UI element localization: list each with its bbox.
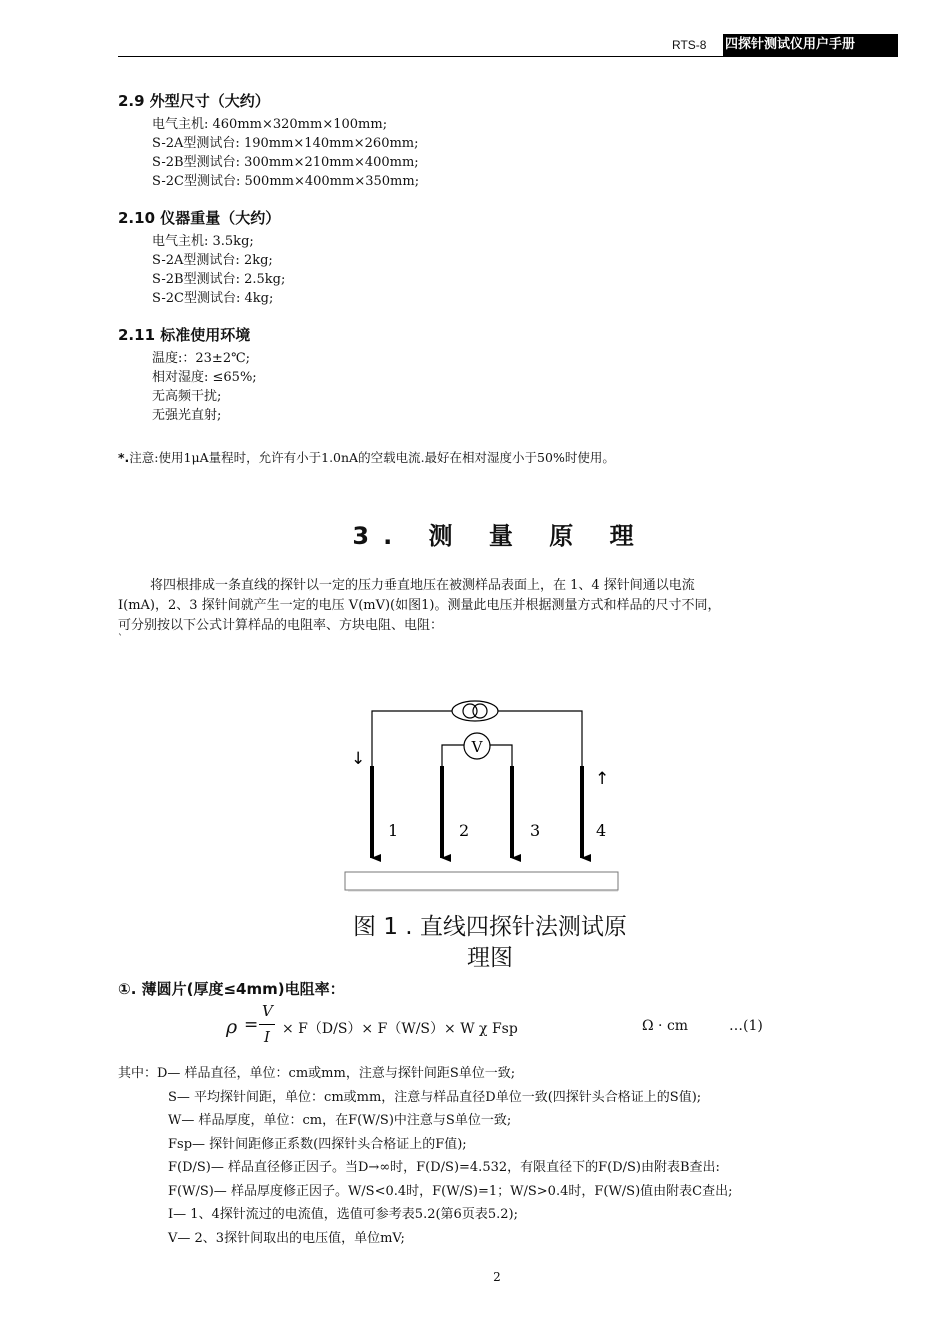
formula-unit: Ω · cm xyxy=(642,1018,689,1034)
spec-line: S-2B型测试台: 300mm×210mm×400mm; xyxy=(152,155,419,170)
formula-number: …(1) xyxy=(729,1018,763,1034)
caption-line: 图 1 . 直线四探针法测试原 xyxy=(353,914,627,940)
header-rule xyxy=(118,56,898,57)
fraction-numerator: V xyxy=(262,1002,273,1020)
section-heading-2-11: 2.11 标准使用环境 xyxy=(118,326,251,344)
note-text: 注意:使用1μA量程时，允许有小于1.0nA的空载电流.最好在相对湿度小于50%时使用。 xyxy=(129,450,615,465)
page-number: 2 xyxy=(493,1270,501,1284)
definition-line: W— 样品厚度，单位：cm，在F(W/S)中注意与S单位一致; xyxy=(168,1113,512,1128)
spec-line: 无高频干扰; xyxy=(152,389,222,404)
fraction-bar xyxy=(259,1024,275,1025)
spec-line: S-2C型测试台: 4kg; xyxy=(152,291,274,306)
sample-plate xyxy=(345,872,618,890)
definition-line: F(W/S)— 样品厚度修正因子。W/S<0.4时，F(W/S)=1；W/S>0.4时，F(W/S)值由附表C查出; xyxy=(168,1183,733,1199)
probe-label-1: 1 xyxy=(388,821,399,840)
section-heading-2-10: 2.10 仪器重量（大约） xyxy=(118,209,281,227)
definition-line: I— 1、4探针流过的电流值，选值可参考表5.2(第6页表5.2); xyxy=(168,1207,518,1222)
formula-heading: ①. 薄圆片(厚度≤4mm)电阻率： xyxy=(118,980,345,998)
arrow-up-icon: ↑ xyxy=(595,769,610,789)
variable-definitions xyxy=(118,1062,733,1250)
voltmeter-icon xyxy=(464,733,490,759)
equals-sign: = xyxy=(244,1015,259,1035)
spec-line: S-2B型测试台: 2.5kg; xyxy=(152,272,286,287)
definition-line: V— 2、3探针间取出的电压值，单位mV; xyxy=(168,1230,405,1246)
spec-line: S-2C型测试台: 500mm×400mm×350mm; xyxy=(152,174,420,189)
spec-line: 温度:：23±2℃; xyxy=(152,351,251,366)
section-heading-2-9: 2.9 外型尺寸（大约） xyxy=(118,92,270,110)
resistivity-formula xyxy=(226,1002,786,1054)
current-source-icon xyxy=(452,701,498,721)
chapter-title: 3. 测 量 原 理 xyxy=(352,522,648,550)
spec-line: S-2A型测试台: 2kg; xyxy=(152,253,273,268)
probe-label-3: 3 xyxy=(530,821,541,840)
doc-code: RTS-8 xyxy=(672,38,707,52)
definition-line: Fsp— 探针间距修正系数(四探针头合格证上的F值); xyxy=(168,1136,467,1152)
spec-line: 电气主机: 3.5kg; xyxy=(152,234,254,249)
caption-line: 理图 xyxy=(467,945,513,971)
voltmeter-label: V xyxy=(471,738,483,756)
intro-line: 将四根排成一条直线的探针以一定的压力垂直地压在被测样品表面上，在 1、4 探针间通以电流 xyxy=(150,578,695,593)
probe-label-4: 4 xyxy=(596,821,607,840)
note-mark: *. xyxy=(118,450,130,465)
spec-line: S-2A型测试台: 190mm×140mm×260mm; xyxy=(152,136,419,151)
probe-label-2: 2 xyxy=(459,821,470,840)
definition-line: F(D/S)— 样品直径修正因子。当D→∞时，F(D/S)=4.532，有限直径下的F(D/S)由附表B查出: xyxy=(168,1160,720,1175)
intro-line: I(mA)，2、3 探针间就产生一定的电压 V(mV)(如图1)。测量此电压并根据测量方式和样品的尺寸不同， xyxy=(118,598,721,613)
formula-expression: × F（D/S）× F（W/S）× W χ Fsp xyxy=(282,1021,518,1037)
spec-line: 无强光直射; xyxy=(152,408,222,423)
current-loop-wire xyxy=(372,711,582,822)
usage-note xyxy=(118,448,615,466)
definition-line: S— 平均探针间距，单位：cm或mm，注意与样品直径D单位一致(四探针头合格证上的S值); xyxy=(168,1089,702,1105)
figure-caption xyxy=(300,912,680,974)
definition-line: 其中：D— 样品直径，单位：cm或mm，注意与探针间距S单位一致; xyxy=(118,1066,516,1081)
spec-line: 电气主机: 460mm×320mm×100mm; xyxy=(152,117,388,132)
arrow-down-icon: ↓ xyxy=(351,749,366,769)
spec-line: 相对湿度: ≤65%; xyxy=(152,370,257,385)
doc-title: 四探针测试仪用户手册 xyxy=(723,34,898,56)
intro-line: 可分别按以下公式计算样品的电阻率、方块电阻、电阻： xyxy=(118,618,444,633)
four-probe-diagram xyxy=(330,690,630,900)
rho-symbol: ρ xyxy=(226,1016,238,1038)
intro-line: ` xyxy=(118,634,123,645)
fraction-denominator: I xyxy=(264,1028,270,1046)
intro-paragraph xyxy=(118,576,878,644)
